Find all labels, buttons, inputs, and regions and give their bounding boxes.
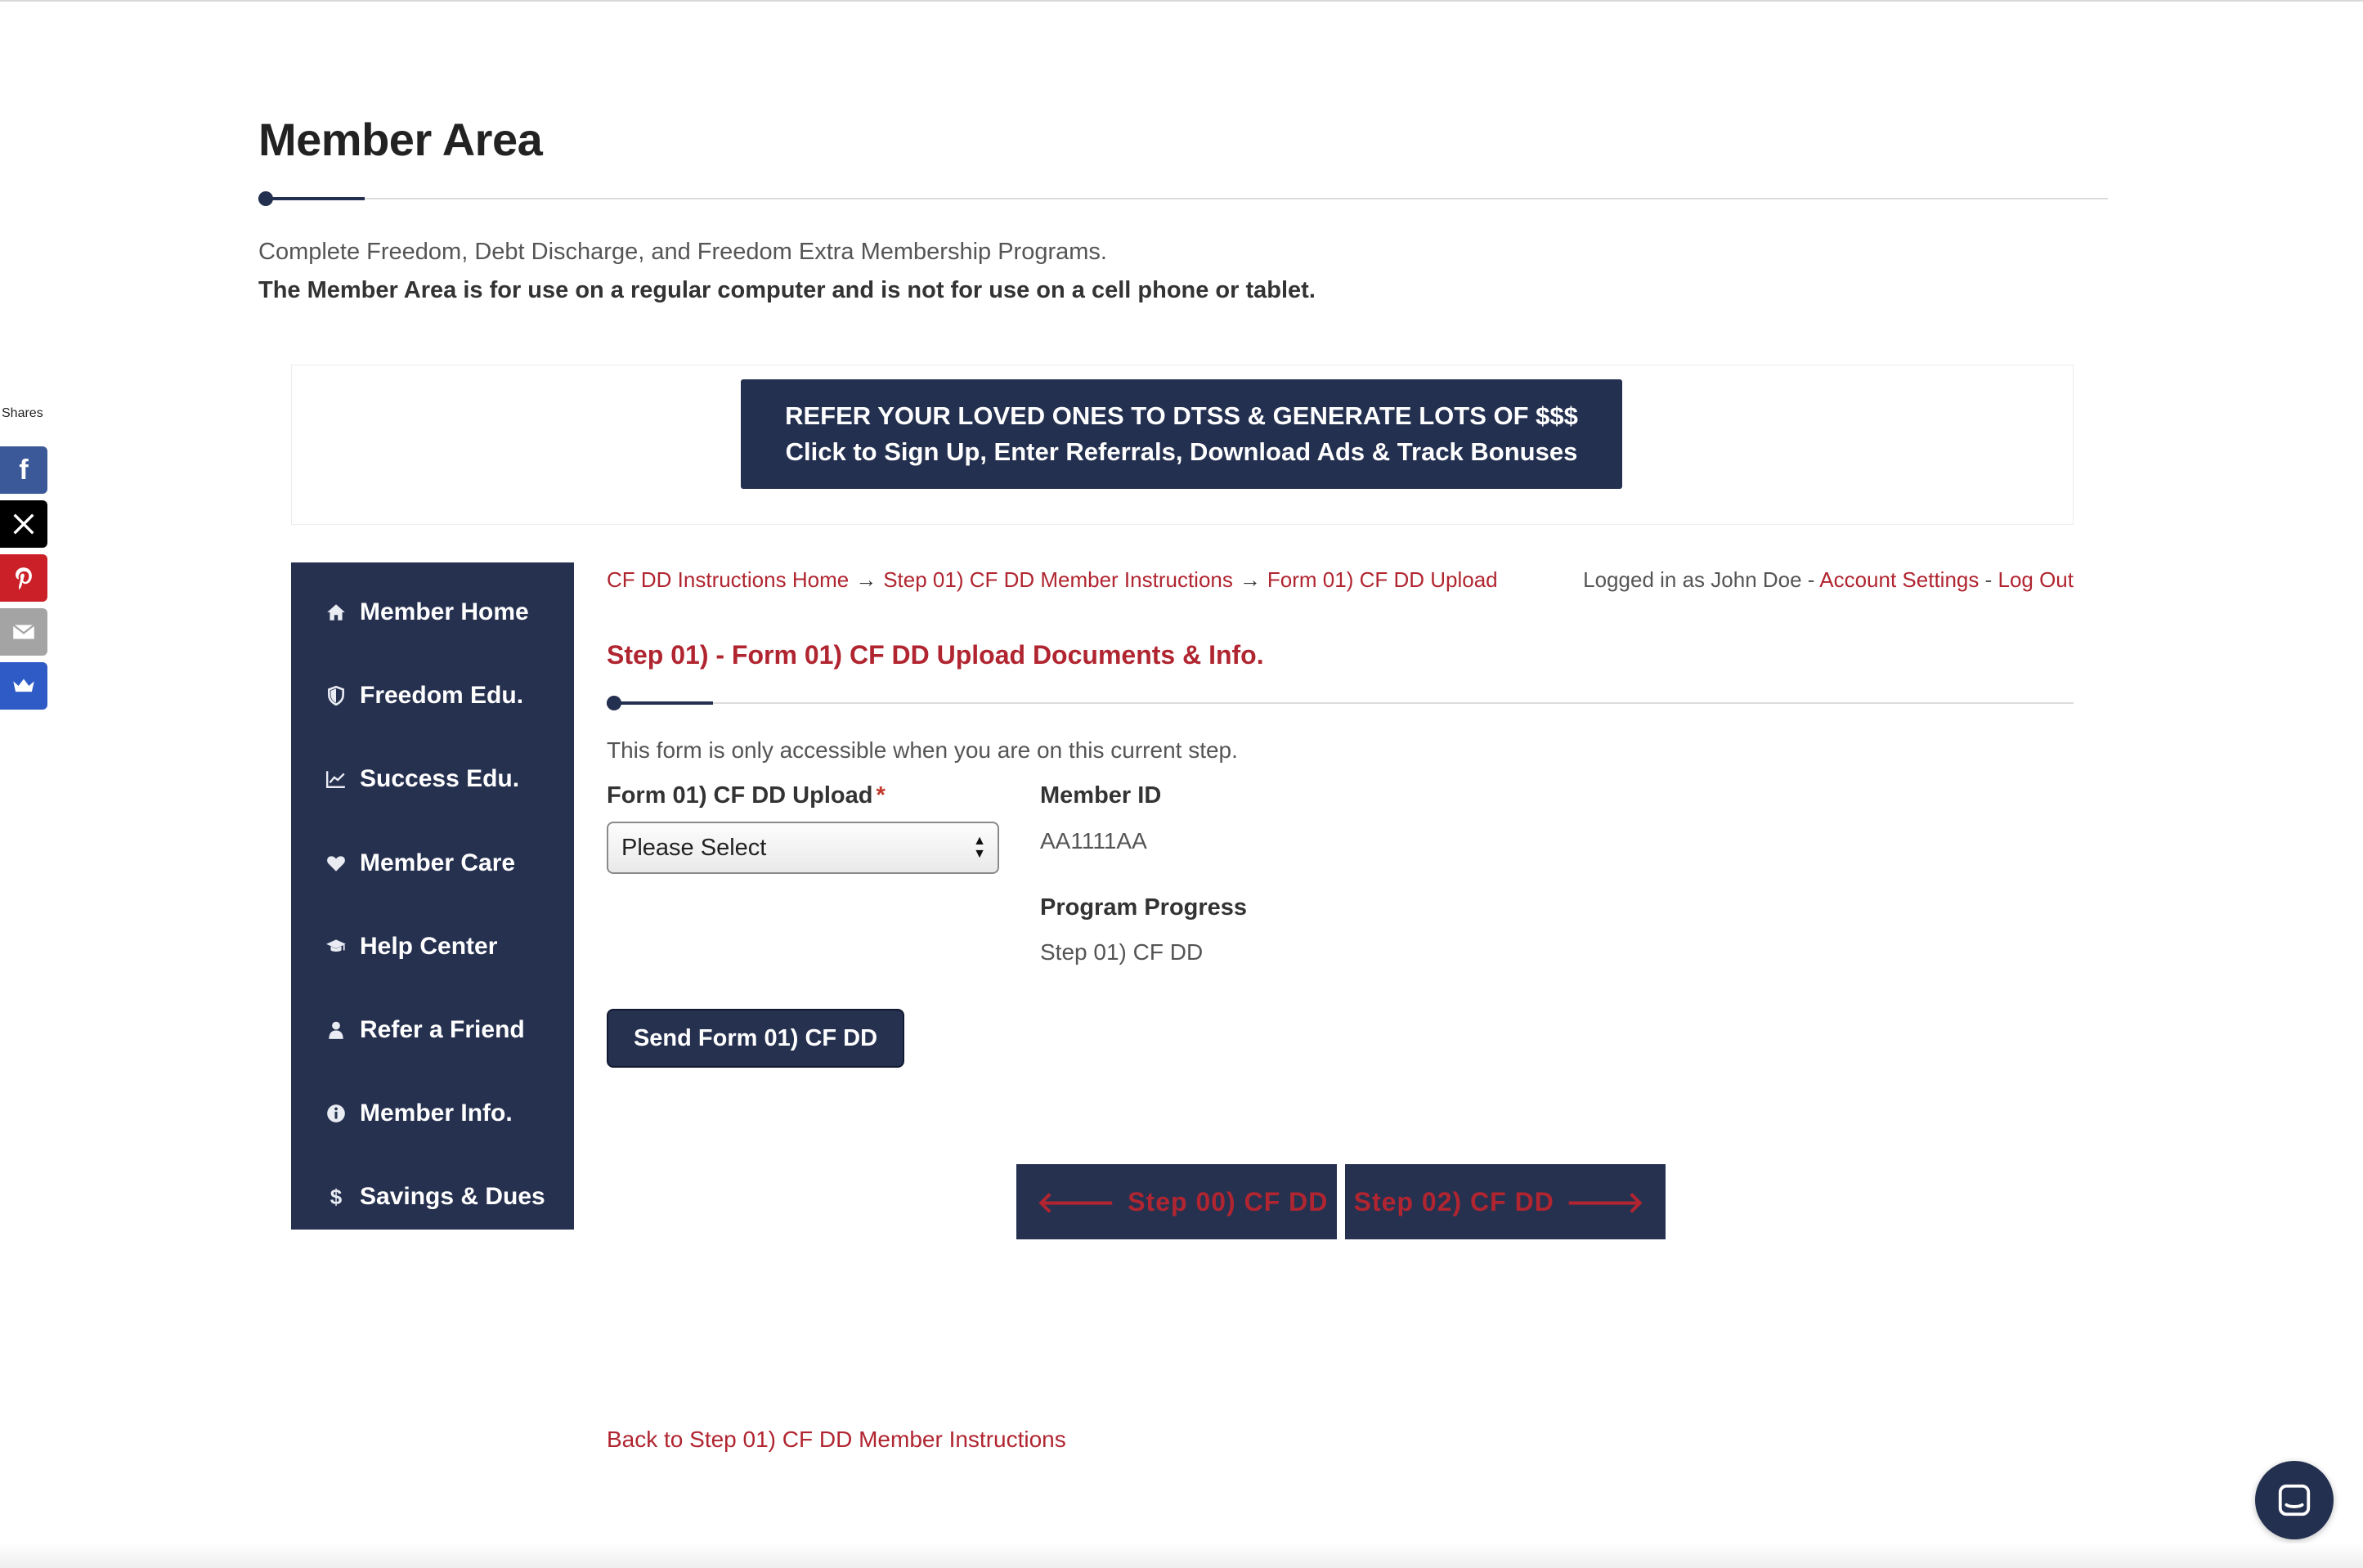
program-progress-value: Step 01) CF DD	[1040, 939, 1204, 965]
breadcrumb-separator: →	[855, 567, 877, 592]
sidebar-item-member-home[interactable]	[291, 571, 574, 654]
pinterest-share-button[interactable]	[0, 554, 47, 602]
graduation-cap-icon	[322, 936, 350, 957]
pinterest-icon	[10, 564, 38, 592]
intro-text	[258, 239, 1316, 304]
back-to-instructions-link[interactable]: Back to Step 01) CF DD Member Instructions	[607, 1427, 1066, 1452]
home-icon	[322, 602, 350, 623]
sidebar-item-refer-a-friend[interactable]	[291, 988, 574, 1072]
sidebar-item-member-care[interactable]	[291, 822, 574, 905]
next-step-label: Step 02) CF DD	[1353, 1186, 1554, 1216]
next-step-button[interactable]	[1345, 1164, 1666, 1239]
page-bottom-edge	[0, 1543, 2363, 1568]
sidebar-item-label: Success Edu.	[360, 765, 520, 793]
form-upload-label-text: Form 01) CF DD Upload	[607, 782, 873, 809]
breadcrumb	[607, 567, 1498, 593]
logout-link[interactable]: Log Out	[1998, 567, 2074, 592]
prev-step-button[interactable]	[1016, 1164, 1337, 1239]
login-separator: -	[1979, 567, 1998, 592]
breadcrumb-link-member-instructions[interactable]: Step 01) CF DD Member Instructions	[883, 567, 1233, 592]
breadcrumb-separator: →	[1239, 567, 1261, 592]
arrow-left-icon: 🡐	[1036, 1185, 1117, 1219]
dollar-icon: $	[330, 1184, 343, 1209]
sidebar-item-label: Refer a Friend	[360, 1016, 525, 1044]
intro-line-2: The Member Area is for use on a regular computer and is not for use on a cell phone or tablet.	[258, 277, 1316, 303]
sidebar-nav	[291, 562, 574, 1230]
sidebar-item-freedom-edu[interactable]	[291, 654, 574, 737]
page-title: Member Area	[258, 114, 543, 165]
sidebar-item-success-edu[interactable]	[291, 737, 574, 821]
login-info	[1583, 567, 2074, 593]
sidebar-item-member-info[interactable]	[291, 1072, 574, 1155]
chat-launcher-button[interactable]	[2255, 1461, 2334, 1539]
line-chart-icon	[322, 768, 350, 790]
member-id-label: Member ID	[1040, 782, 1162, 809]
sumo-share-button[interactable]	[0, 662, 47, 710]
sidebar-item-label: Member Care	[360, 849, 516, 876]
x-share-button[interactable]	[0, 500, 47, 548]
banner-line-2: Click to Sign Up, Enter Referrals, Download Ads & Track Bonuses	[785, 437, 1578, 466]
sidebar-item-label: Savings & Dues	[360, 1183, 545, 1211]
sidebar-item-label: Help Center	[360, 932, 498, 960]
breadcrumb-link-instructions-home[interactable]: CF DD Instructions Home	[607, 567, 850, 592]
form-upload-select[interactable]	[607, 822, 999, 874]
chat-icon	[2276, 1481, 2313, 1519]
email-share-button[interactable]	[0, 608, 47, 656]
account-settings-link[interactable]: Account Settings	[1819, 567, 1980, 592]
select-arrows-icon: ▲ ▼	[973, 834, 986, 861]
send-form-button[interactable]: Send Form 01) CF DD	[607, 1009, 904, 1068]
prev-step-label: Step 00) CF DD	[1128, 1186, 1329, 1216]
user-icon	[322, 1019, 350, 1041]
intro-line-1: Complete Freedom, Debt Discharge, and Freedom Extra Membership Programs.	[258, 239, 1107, 265]
info-icon	[322, 1103, 350, 1124]
shares-label: Shares	[2, 406, 43, 420]
form-note: This form is only accessible when you are on this current step.	[607, 737, 1238, 763]
step-title: Step 01) - Form 01) CF DD Upload Documents & Info.	[607, 640, 1264, 670]
banner-line-1: REFER YOUR LOVED ONES TO DTSS & GENERATE LOTS OF $$$	[785, 401, 1578, 430]
sidebar-item-label: Freedom Edu.	[360, 682, 524, 710]
facebook-icon: f	[19, 454, 29, 486]
member-id-value: AA1111AA	[1040, 828, 1147, 853]
select-value: Please Select	[621, 834, 767, 861]
sidebar-item-help-center[interactable]	[291, 905, 574, 988]
sidebar-item-savings-dues[interactable]	[291, 1155, 574, 1239]
x-icon	[10, 510, 38, 538]
breadcrumb-link-form-upload[interactable]: Form 01) CF DD Upload	[1267, 567, 1498, 592]
sidebar-item-label: Member Info.	[360, 1100, 513, 1127]
required-mark: *	[876, 782, 886, 809]
crown-icon	[10, 672, 38, 700]
logged-in-text: Logged in as John Doe -	[1583, 567, 1820, 592]
step-divider	[607, 694, 2074, 712]
email-icon	[10, 618, 38, 646]
shield-icon	[322, 685, 350, 706]
program-progress-label: Program Progress	[1040, 894, 1248, 921]
facebook-share-button[interactable]	[0, 446, 47, 494]
form-upload-label	[607, 782, 886, 809]
heart-icon	[322, 853, 350, 874]
title-divider	[258, 190, 2108, 208]
sidebar-item-label: Member Home	[360, 598, 529, 626]
arrow-right-icon: 🡒	[1565, 1185, 1646, 1219]
referral-banner-button[interactable]	[741, 379, 1622, 489]
